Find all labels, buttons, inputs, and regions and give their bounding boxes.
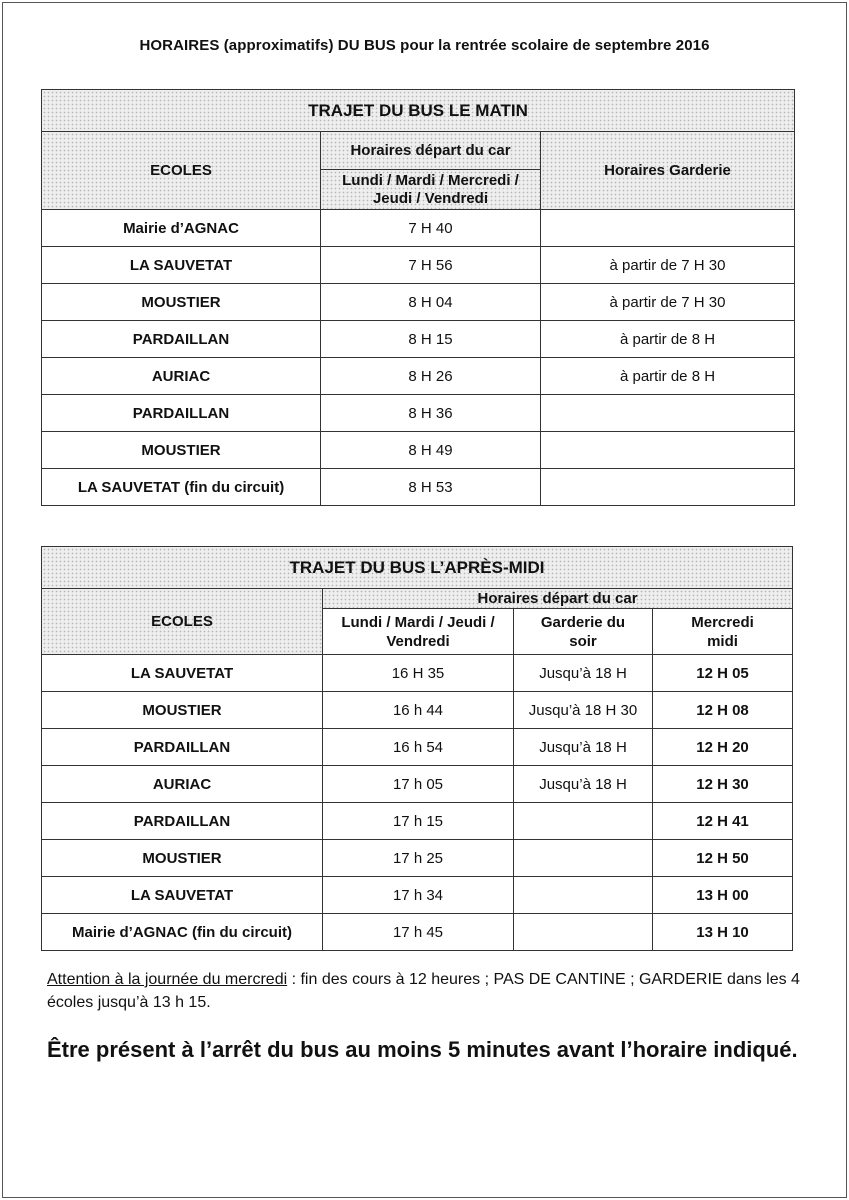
table-row: [42, 395, 795, 432]
wednesday-noon-time: 12 H 20: [653, 729, 793, 766]
table-row: [42, 914, 793, 951]
departure-time: 8 H 15: [321, 321, 541, 358]
school-name: PARDAILLAN: [42, 321, 321, 358]
departure-time: 16 h 44: [323, 692, 514, 729]
morning-schedule-table: [41, 89, 795, 506]
departure-time: 17 h 05: [323, 766, 514, 803]
departure-time: 8 H 26: [321, 358, 541, 395]
school-name: MOUSTIER: [42, 284, 321, 321]
table-row: [42, 469, 795, 506]
wednesday-noon-time: 12 H 30: [653, 766, 793, 803]
table-row: [42, 692, 793, 729]
departure-time: 16 h 54: [323, 729, 514, 766]
evening-daycare-hours: [514, 877, 653, 914]
evening-daycare-hours: Jusqu’à 18 H 30: [514, 692, 653, 729]
wednesday-noon-time: 12 H 05: [653, 655, 793, 692]
school-name: LA SAUVETAT (fin du circuit): [42, 469, 321, 506]
school-name: MOUSTIER: [42, 692, 323, 729]
punctuality-warning: Être présent à l’arrêt du bus au moins 5 minutes avant l’horaire indiqué.: [47, 1037, 798, 1062]
daycare-hours: [541, 395, 795, 432]
daycare-hours: à partir de 7 H 30: [541, 247, 795, 284]
morning-schools-header: ECOLES: [42, 132, 321, 210]
afternoon-title: TRAJET DU BUS L’APRÈS-MIDI: [42, 547, 793, 589]
table-row: [42, 284, 795, 321]
school-name: Mairie d’AGNAC (fin du circuit): [42, 914, 323, 951]
afternoon-schools-header: ECOLES: [42, 589, 323, 655]
school-name: PARDAILLAN: [42, 395, 321, 432]
school-name: LA SAUVETAT: [42, 247, 321, 284]
school-name: PARDAILLAN: [42, 803, 323, 840]
wednesday-noon-time: 12 H 08: [653, 692, 793, 729]
departure-time: 8 H 49: [321, 432, 541, 469]
evening-daycare-hours: [514, 914, 653, 951]
evening-daycare-hours: Jusqu’à 18 H: [514, 766, 653, 803]
evening-daycare-hours: [514, 803, 653, 840]
table-row: [42, 803, 793, 840]
daycare-hours: [541, 469, 795, 506]
school-name: AURIAC: [42, 766, 323, 803]
afternoon-schedule-table: [41, 546, 793, 951]
wednesday-noon-time: 12 H 41: [653, 803, 793, 840]
afternoon-days-header: Lundi / Mardi / Jeudi / Vendredi: [323, 609, 514, 655]
departure-time: 17 h 45: [323, 914, 514, 951]
table-row: [42, 877, 793, 914]
table-row: [42, 321, 795, 358]
departure-time: 17 h 25: [323, 840, 514, 877]
wednesday-note: [47, 968, 807, 1014]
school-name: MOUSTIER: [42, 840, 323, 877]
school-name: MOUSTIER: [42, 432, 321, 469]
departure-time: 8 H 36: [321, 395, 541, 432]
departure-time: 8 H 53: [321, 469, 541, 506]
table-row: [42, 432, 795, 469]
departure-time: 8 H 04: [321, 284, 541, 321]
departure-time: 17 h 15: [323, 803, 514, 840]
morning-title: TRAJET DU BUS LE MATIN: [42, 90, 795, 132]
school-name: Mairie d’AGNAC: [42, 210, 321, 247]
departure-time: 7 H 56: [321, 247, 541, 284]
wednesday-noon-time: 13 H 00: [653, 877, 793, 914]
evening-daycare-hours: Jusqu’à 18 H: [514, 655, 653, 692]
wednesday-noon-time: 12 H 50: [653, 840, 793, 877]
table-row: [42, 840, 793, 877]
table-row: [42, 655, 793, 692]
table-row: [42, 358, 795, 395]
wednesday-note-underlined: Attention à la journée du mercredi: [47, 971, 288, 988]
wednesday-noon-time: 13 H 10: [653, 914, 793, 951]
evening-daycare-hours: [514, 840, 653, 877]
morning-days-header: Lundi / Mardi / Mercredi / Jeudi / Vendredi: [321, 170, 541, 210]
daycare-hours: à partir de 7 H 30: [541, 284, 795, 321]
daycare-hours: [541, 210, 795, 247]
afternoon-evening-daycare-header: Garderie du soir: [514, 609, 653, 655]
daycare-hours: à partir de 8 H: [541, 358, 795, 395]
table-row: [42, 247, 795, 284]
wednesday-note-text: : fin des cours à 12 heures ; PAS DE CANTINE ; GARDERIE dans les 4 écoles jusqu’à 13 h 15.: [47, 971, 800, 1011]
departure-time: 16 H 35: [323, 655, 514, 692]
school-name: PARDAILLAN: [42, 729, 323, 766]
morning-departure-header: Horaires départ du car: [321, 132, 541, 170]
afternoon-wednesday-header: Mercredi midi: [653, 609, 793, 655]
school-name: LA SAUVETAT: [42, 655, 323, 692]
school-name: LA SAUVETAT: [42, 877, 323, 914]
table-row: [42, 729, 793, 766]
daycare-hours: [541, 432, 795, 469]
evening-daycare-hours: Jusqu’à 18 H: [514, 729, 653, 766]
afternoon-departure-header: Horaires départ du car: [323, 589, 793, 609]
school-name: AURIAC: [42, 358, 321, 395]
table-row: [42, 766, 793, 803]
morning-daycare-header: Horaires Garderie: [541, 132, 795, 210]
departure-time: 17 h 34: [323, 877, 514, 914]
daycare-hours: à partir de 8 H: [541, 321, 795, 358]
table-row: [42, 210, 795, 247]
document-title: HORAIRES (approximatifs) DU BUS pour la rentrée scolaire de septembre 2016: [139, 37, 710, 54]
departure-time: 7 H 40: [321, 210, 541, 247]
